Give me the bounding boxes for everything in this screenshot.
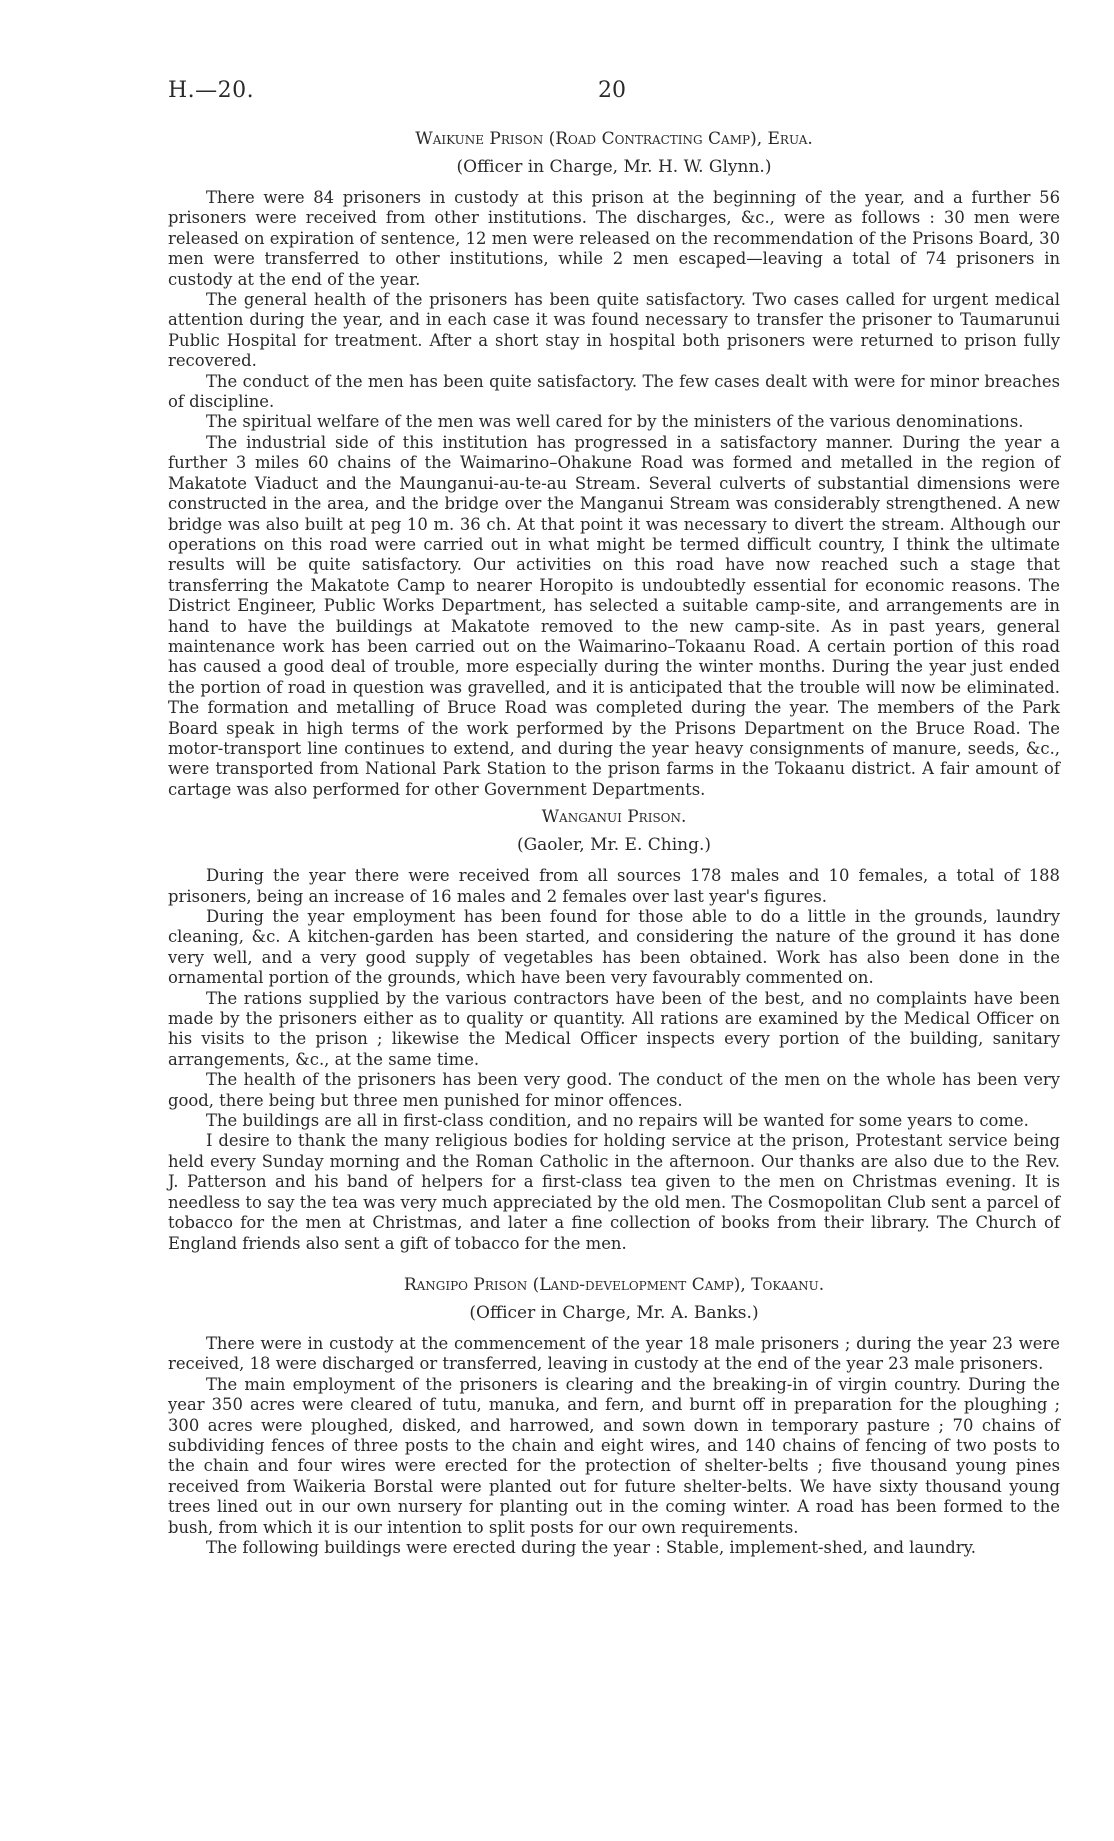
paragraph: There were 84 prisoners in custody at this prison at the beginning of the year, and a further 56 prisoners were received from other institutions. The discharges, &c., were as follows : 30 men were released on expiration of sentence, 12 men were released on the recommendation of the Prisons Board, 30 men were transferred to other institutions, while 2 men escaped—leaving a total of 74 prisoners in custody at the end of the year. bbox=[168, 188, 1060, 289]
paragraph: The main employment of the prisoners is clearing and the breaking-in of virgin country. During the year 350 acres were cleared of tutu, manuka, and fern, and burnt off in preparation for the ploughing ; 300 acres were ploughed, disked, and harrowed, and sown down in temporary pasture ; 70 chains of subdividing fences of three posts to the chain and eight wires, and 140 chains of fencing of two posts to the chain and four wires were erected for the protection of shelter-belts ; five thousand young pines received from Waikeria Borstal were planted out for future shelter-belts. We have sixty thousand young trees lined out in our own nursery for planting out in the coming winter. A road has been formed to the bush, from which it is our intention to split posts for our own requirements. bbox=[168, 1374, 1060, 1537]
section-rangipo bbox=[168, 1274, 1060, 1558]
paragraph: The industrial side of this institution has progressed in a satisfactory manner. During the year a further 3 miles 60 chains of the Waimarino–Ohakune Road was formed and metalled in the region of Makatote Viaduct and the Maunganui-au-te-au Stream. Several culverts of substantial dimensions were constructed in the area, and the bridge over the Manganui Stream was considerably strengthened. A new bridge was also built at peg 10 m. 36 ch. At that point it was necessary to divert the stream. Although our operations on this road were carried out in what might be termed difficult country, I think the ultimate results will be quite satisfactory. Our activities on this road have now reached such a stage that transferring the Makatote Camp to nearer Horopito is undoubtedly essential for economic reasons. The District Engineer, Public Works Department, has selected a suitable camp-site, and arrangements are in hand to have the buildings at Makatote removed to the new camp-site. As in past years, general maintenance work has been carried out on the Waimarino–Tokaanu Road. A certain portion of this road has caused a good deal of trouble, more especially during the winter months. During the year just ended the portion of road in question was gravelled, and it is anticipated that the trouble will now be eliminated. The formation and metalling of Bruce Road was completed during the year. The members of the Park Board speak in high terms of the work performed by the Prisons Department on the Bruce Road. The motor-transport line continues to extend, and during the year heavy consignments of manure, seeds, &c., were transported from National Park Station to the prison farms in the Tokaanu district. A fair amount of cartage was also performed for other Government Departments. bbox=[168, 432, 1060, 799]
paragraph: The general health of the prisoners has been quite satisfactory. Two cases called for urgent medical attention during the year, and in each case it was found necessary to transfer the prisoner to Taumarunui Public Hospital for treatment. After a short stay in hospital both prisoners were returned to prison fully recovered. bbox=[168, 290, 1060, 371]
paragraph: During the year there were received from all sources 178 males and 10 females, a total of 188 prisoners, being an increase of 16 males and 2 females over last year's figures. bbox=[168, 866, 1060, 906]
section-heading: Waikune Prison (Road Contracting Camp), Erua. bbox=[415, 129, 813, 149]
section-heading: Wanganui Prison. bbox=[541, 807, 687, 828]
paragraph: I desire to thank the many religious bodies for holding service at the prison, Protestant service being held every Sunday morning and the Roman Catholic in the afternoon. Our thanks are also due to the Rev. J. Patterson and his band of helpers for a first-class tea given to the men on Christmas evening. It is needless to say the tea was very much appreciated by the old men. The Cosmopolitan Club sent a parcel of tobacco for the men at Christmas, and later a fine collection of books from their library. The Church of England friends also sent a gift of tobacco for the men. bbox=[168, 1131, 1060, 1253]
page-body bbox=[168, 128, 1060, 1558]
paragraph: The spiritual welfare of the men was well cared for by the ministers of the various denominations. bbox=[206, 412, 1024, 432]
document-reference: H.—20. bbox=[168, 78, 255, 103]
section-wanganui bbox=[168, 806, 1060, 1254]
section-heading: Rangipo Prison (Land-development Camp), Tokaanu. bbox=[403, 1274, 825, 1295]
paragraph: The health of the prisoners has been very good. The conduct of the men on the whole has been very good, there being but three men punished for minor offences. bbox=[168, 1070, 1060, 1110]
paragraph: The following buildings were erected during the year : Stable, implement-shed, and laundry. bbox=[206, 1537, 976, 1557]
paragraph: During the year employment has been found for those able to do a little in the grounds, laundry cleaning, &c. A kitchen-garden has been started, and considering the nature of the ground it has done very well, and a very good supply of vegetables has been obtained. Work has also been done in the ornamental portion of the grounds, which have been very favourably commented on. bbox=[168, 907, 1060, 988]
section-officer: (Officer in Charge, Mr. H. W. Glynn.) bbox=[456, 157, 772, 177]
paragraph: The conduct of the men has been quite satisfactory. The few cases dealt with were for minor breaches of discipline. bbox=[168, 371, 1060, 412]
section-officer: (Gaoler, Mr. E. Ching.) bbox=[516, 835, 712, 856]
section-waikune bbox=[168, 128, 1060, 800]
paragraph: There were in custody at the commencement of the year 18 male prisoners ; during the year 23 were received, 18 were discharged or transferred, leaving in custody at the end of the year 23 male prisoners. bbox=[168, 1333, 1060, 1374]
paragraph: The buildings are all in first-class condition, and no repairs will be wanted for some years to come. bbox=[206, 1111, 1029, 1131]
paragraph: The rations supplied by the various contractors have been of the best, and no complaints have been made by the prisoners either as to quality or quantity. All rations are examined by the Medical Officer on his visits to the prison ; likewise the Medical Officer inspects every portion of the building, sanitary arrangements, &c., at the same time. bbox=[168, 988, 1060, 1069]
page-number: 20 bbox=[598, 78, 626, 103]
section-officer: (Officer in Charge, Mr. A. Banks.) bbox=[469, 1302, 759, 1323]
